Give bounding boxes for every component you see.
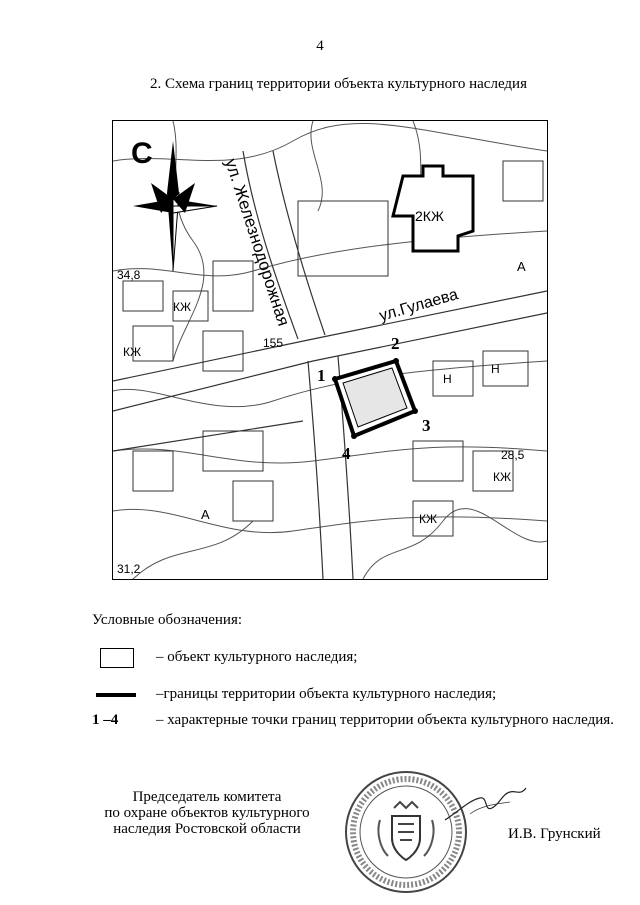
building-label-0: 2КЖ bbox=[415, 208, 444, 224]
north-label: С bbox=[131, 137, 153, 170]
legend-heritage-object-text: – объект культурного наследия; bbox=[156, 649, 358, 665]
legend-boundary-line-symbol bbox=[96, 693, 136, 697]
building-label-4: Н bbox=[491, 362, 500, 376]
building-label-3: Н bbox=[443, 372, 452, 386]
point-label-2: 2 bbox=[391, 334, 400, 353]
legend-heritage-object-symbol bbox=[100, 648, 134, 668]
point-label-1: 1 bbox=[317, 366, 326, 385]
elevation-label-1: 28,5 bbox=[501, 448, 525, 462]
boundary-point-4 bbox=[351, 433, 357, 439]
building-label-2: КЖ bbox=[123, 345, 142, 359]
page-number: 4 bbox=[316, 38, 324, 54]
scheme-title: 2. Схема границ территории объекта культурного наследия bbox=[150, 76, 527, 92]
boundary-map bbox=[112, 120, 548, 580]
roads bbox=[113, 151, 547, 579]
legend-boundary-text: –границы территории объекта культурного наследия; bbox=[156, 686, 497, 702]
elevation-label-2: 31,2 bbox=[117, 562, 141, 576]
legend-points-text: – характерные точки границ территории объекта культурного наследия. bbox=[156, 712, 614, 728]
buildings bbox=[123, 161, 543, 536]
street-label-gulaeva: ул.Гулаева bbox=[377, 286, 460, 325]
boundary-point-3 bbox=[412, 408, 418, 414]
zone-label-0: А bbox=[517, 259, 526, 274]
map-drawing bbox=[113, 121, 547, 579]
building-label-5: КЖ bbox=[493, 470, 512, 484]
signatory-line-2: по охране объектов культурного bbox=[104, 805, 310, 821]
point-label-4: 4 bbox=[342, 444, 351, 463]
legend-title: Условные обозначения: bbox=[92, 612, 243, 628]
elevation-label-3: 155 bbox=[263, 336, 284, 350]
signatory-name: И.В. Грунский bbox=[508, 826, 601, 842]
boundary-point-1 bbox=[332, 376, 338, 382]
point-label-3: 3 bbox=[422, 416, 431, 435]
boundary-point-2 bbox=[393, 358, 399, 364]
legend-points-symbol: 1 –4 bbox=[92, 712, 119, 728]
building-label-1: КЖ bbox=[173, 300, 192, 314]
street-label-zheleznodorozhnaya: ул. Железнодорожная bbox=[221, 156, 294, 329]
signatory-line-1: Председатель комитета bbox=[132, 789, 282, 805]
zone-label-1: А bbox=[201, 507, 210, 522]
signatory-position bbox=[90, 789, 324, 837]
building-label-6: КЖ bbox=[419, 512, 438, 526]
signatory-line-3: наследия Ростовской области bbox=[113, 821, 301, 837]
elevation-label-0: 34,8 bbox=[117, 268, 141, 282]
handwritten-signature-icon bbox=[440, 780, 530, 830]
